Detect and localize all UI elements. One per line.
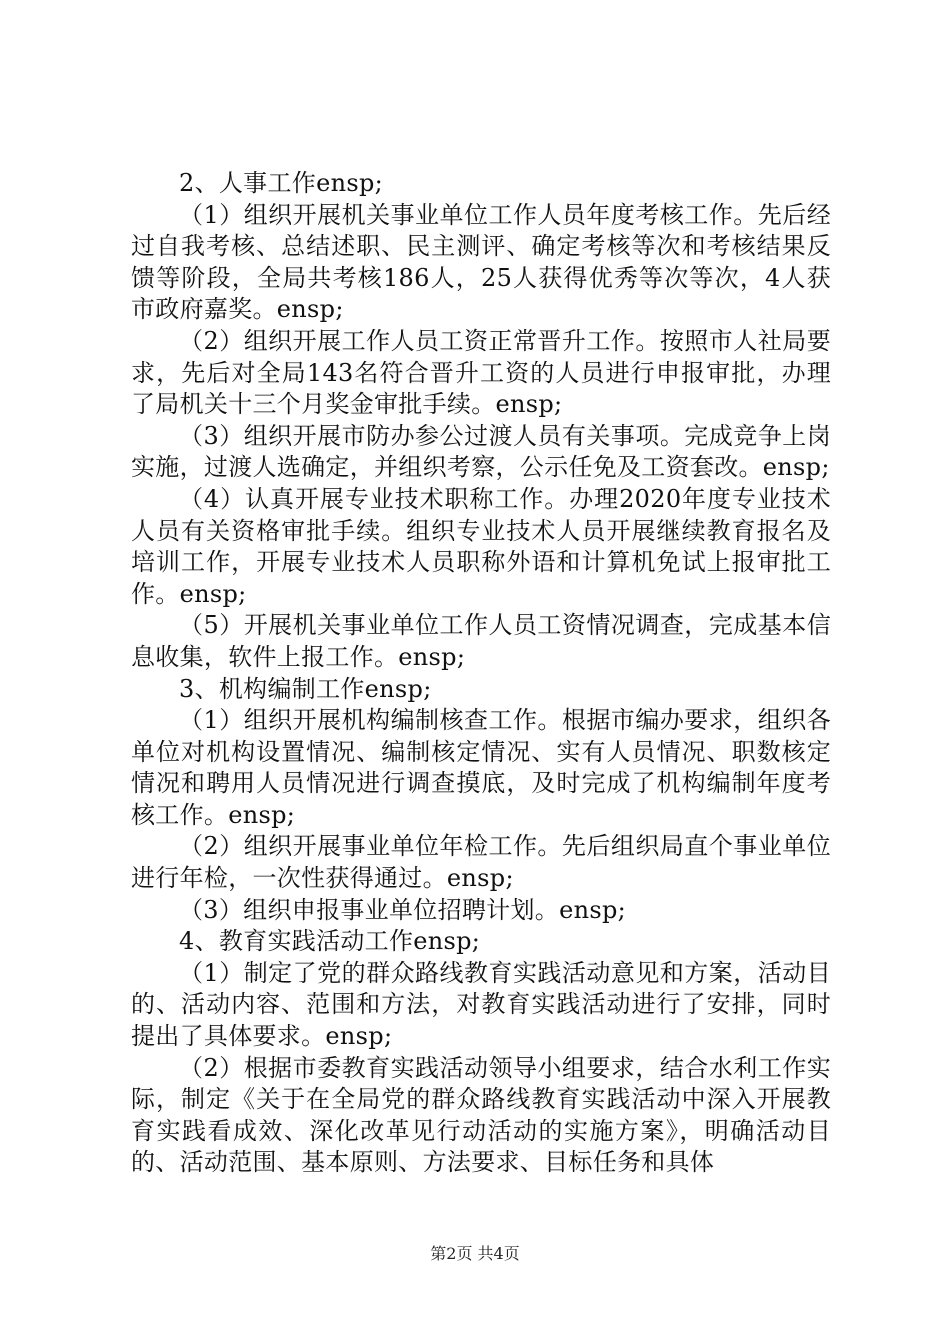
paragraph-annual-assessment: （1）组织开展机关事业单位工作人员年度考核工作。先后经过自我考核、总结述职、民主测评、确定考核等次和考核结果反馈等阶段，全局共考核186人，25人获得优秀等次等次，4人获市政府嘉奖。ensp; (131, 200, 831, 324)
paragraph-transition-staff: （3）组织开展市防办参公过渡人员有关事项。完成竞争上岗实施，过渡人选确定，并组织考察，公示任免及工资套改。ensp; (131, 421, 831, 482)
page-footer: 第2页 共4页 (430, 1244, 520, 1263)
paragraph-recruitment-plan: （3）组织申报事业单位招聘计划。ensp; (179, 895, 626, 924)
paragraph-heading-organization: 3、机构编制工作ensp; (179, 674, 432, 703)
paragraph-salary-promotion: （2）组织开展工作人员工资正常晋升工作。按照市人社局要求，先后对全局143名符合晋升工资的人员进行申报审批，办理了局机关十三个月奖金审批手续。ensp; (131, 326, 831, 419)
paragraph-salary-survey: （5）开展机关事业单位工作人员工资情况调查，完成基本信息收集，软件上报工作。ensp; (131, 611, 831, 671)
document-body (131, 168, 831, 1179)
paragraph-annual-inspection: （2）组织开展事业单位年检工作。先后组织局直个事业单位进行年检，一次性获得通过。ensp; (131, 832, 831, 893)
paragraph-heading-personnel: 2、人事工作ensp; (179, 169, 383, 197)
paragraph-organization-check: （1）组织开展机构编制核查工作。根据市编办要求，组织各单位对机构设置情况、编制核定情况、实有人员情况、职数核定情况和聘用人员情况进行调查摸底，及时完成了机构编制年度考核工作。ensp; (131, 706, 831, 829)
paragraph-professional-titles: （4）认真开展专业技术职称工作。办理2020年度专业技术人员有关资格审批手续。组织专业技术人员开展继续教育报名及培训工作，开展专业技术人员职称外语和计算机免试上报审批工作。ensp; (131, 484, 831, 608)
paragraph-education-plan: （1）制定了党的群众路线教育实践活动意见和方案，活动目的、活动内容、范围和方法，对教育实践活动进行了安排，同时提出了具体要求。ensp; (131, 958, 831, 1051)
paragraph-heading-education: 4、教育实践活动工作ensp; (179, 927, 481, 956)
paragraph-education-implementation: （2）根据市委教育实践活动领导小组要求，结合水利工作实际，制定《关于在全局党的群众路线教育实践活动中深入开展教育实践看成效、深化改革见行动活动的实施方案》，明确活动目的、活动范围、基本原则、方法要求、目标任务和具体 (131, 1053, 831, 1177)
